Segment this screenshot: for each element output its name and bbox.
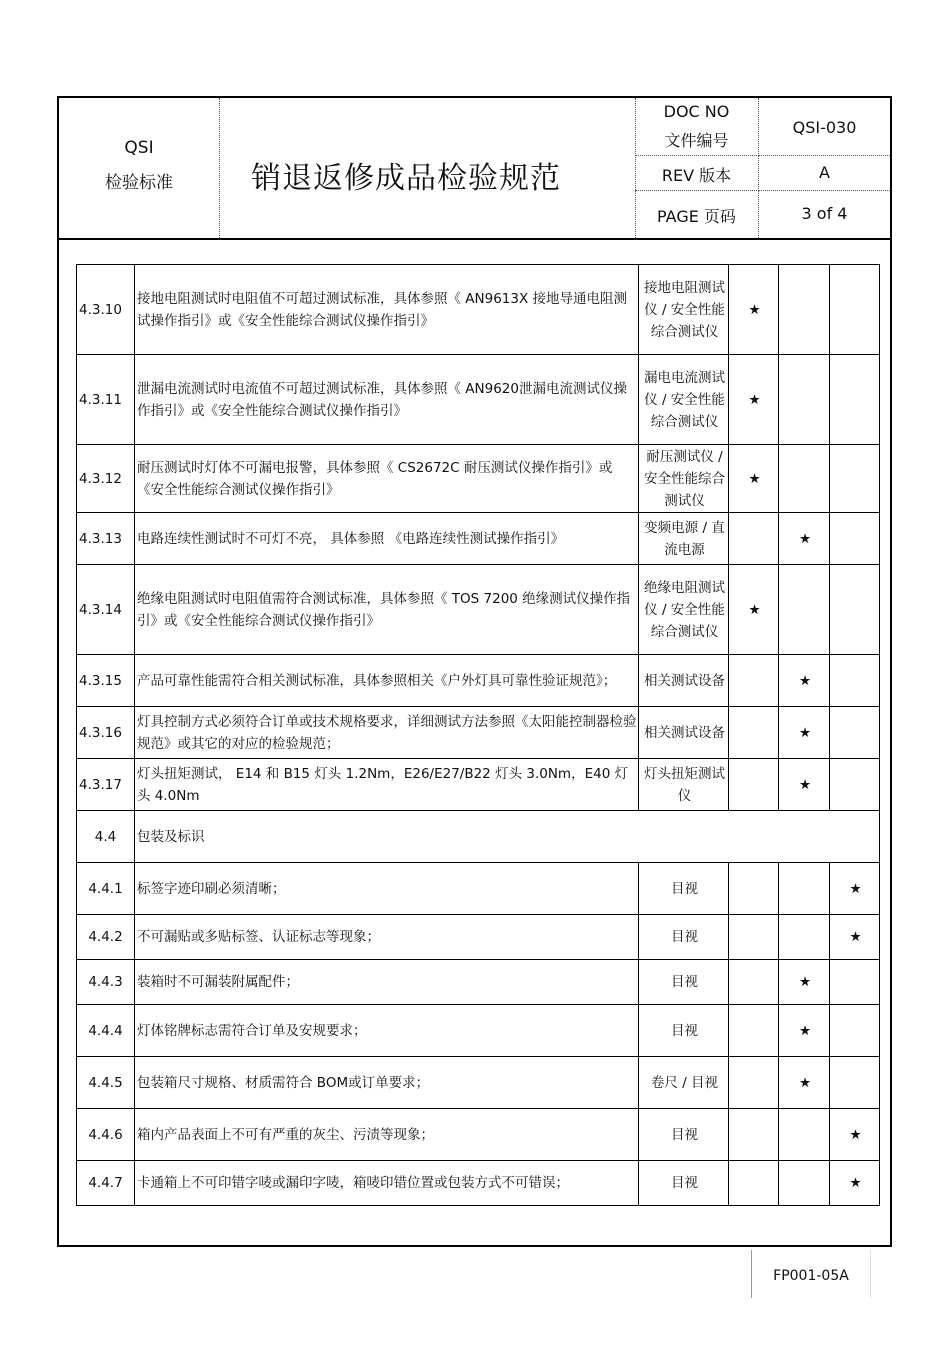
item-number: 4.4.1 [77, 863, 135, 915]
doc-no-value: QSI-030 [792, 118, 857, 137]
inspection-requirement: 装箱时不可漏装附属配件； [135, 960, 639, 1005]
defect-class-cosmetic: ★ [830, 1109, 880, 1161]
item-number: 4.3.17 [77, 759, 135, 811]
table-row [77, 445, 880, 513]
table-row [77, 707, 880, 759]
inspection-tool: 目视 [639, 1005, 729, 1057]
inspection-tool: 绝缘电阻测试仪 / 安全性能综合测试仪 [639, 565, 729, 655]
page-label: PAGE 页码 [657, 207, 736, 226]
defect-class-minor [779, 355, 830, 445]
inspection-requirement: 灯头扭矩测试， E14 和 B15 灯头 1.2Nm，E26/E27/B22 灯头 3.0Nm，E40 灯头 4.0Nm [135, 759, 639, 811]
defect-class-cosmetic [830, 759, 880, 811]
defect-class-cosmetic [830, 265, 880, 355]
defect-class-major [729, 960, 779, 1005]
inspection-tool: 变频电源 / 直流电源 [639, 513, 729, 565]
document-title: 销退返修成品检验规范 [251, 161, 561, 196]
table-row [77, 1109, 880, 1161]
inspection-tool: 相关测试设备 [639, 655, 729, 707]
doc-no-value-cell [759, 98, 890, 156]
inspection-tool: 目视 [639, 915, 729, 960]
page-label-cell [635, 191, 759, 238]
doc-no-label-en: DOC NO [663, 102, 730, 121]
table-row [77, 915, 880, 960]
item-number: 4.4.4 [77, 1005, 135, 1057]
defect-class-minor [779, 863, 830, 915]
table-row [77, 1161, 880, 1206]
inspection-tool: 目视 [639, 960, 729, 1005]
item-number: 4.3.13 [77, 513, 135, 565]
defect-class-minor [779, 565, 830, 655]
inspection-requirement: 标签字迹印刷必须清晰； [135, 863, 639, 915]
defect-class-minor [779, 265, 830, 355]
defect-class-major [729, 1005, 779, 1057]
item-number: 4.4.5 [77, 1057, 135, 1109]
item-number: 4.3.15 [77, 655, 135, 707]
defect-class-minor: ★ [779, 960, 830, 1005]
inspection-tool: 漏电电流测试仪 / 安全性能综合测试仪 [639, 355, 729, 445]
rev-value: A [819, 163, 830, 182]
defect-class-major [729, 707, 779, 759]
inspection-requirement: 卡通箱上不可印错字唛或漏印字唛，箱唛印错位置或包装方式不可错误； [135, 1161, 639, 1206]
inspection-tool: 相关测试设备 [639, 707, 729, 759]
inspection-requirement: 灯具控制方式必须符合订单或技术规格要求，详细测试方法参照《太阳能控制器检验规范》或其它的对应的检验规范； [135, 707, 639, 759]
defect-class-major [729, 915, 779, 960]
inspection-tool: 卷尺 / 目视 [639, 1057, 729, 1109]
rev-value-cell [759, 156, 890, 191]
defect-class-minor [779, 1161, 830, 1206]
defect-class-major [729, 1109, 779, 1161]
inspection-tool: 接地电阻测试仪 / 安全性能综合测试仪 [639, 265, 729, 355]
table-row [77, 960, 880, 1005]
header-category-name: 检验标准 [105, 173, 173, 193]
defect-class-cosmetic: ★ [830, 1161, 880, 1206]
inspection-requirement: 灯体铭牌标志需符合订单及安规要求； [135, 1005, 639, 1057]
defect-class-cosmetic [830, 565, 880, 655]
defect-class-minor: ★ [779, 513, 830, 565]
item-number: 4.3.16 [77, 707, 135, 759]
item-number: 4.4.3 [77, 960, 135, 1005]
item-number: 4.3.10 [77, 265, 135, 355]
defect-class-minor [779, 915, 830, 960]
item-number: 4.4.7 [77, 1161, 135, 1206]
header-title-cell [219, 98, 636, 238]
defect-class-minor [779, 1109, 830, 1161]
defect-class-cosmetic [830, 355, 880, 445]
inspection-tool: 目视 [639, 863, 729, 915]
page-value: 3 of 4 [801, 204, 848, 223]
defect-class-cosmetic [830, 960, 880, 1005]
form-number: FP001-05A [773, 1268, 849, 1284]
inspection-requirement: 包装箱尺寸规格、材质需符合 BOM或订单要求； [135, 1057, 639, 1109]
item-number: 4.4.2 [77, 915, 135, 960]
table-row [77, 355, 880, 445]
defect-class-cosmetic [830, 655, 880, 707]
defect-class-major [729, 863, 779, 915]
doc-no-label [635, 98, 759, 156]
inspection-table [76, 264, 880, 1206]
defect-class-major: ★ [729, 355, 779, 445]
table-row [77, 759, 880, 811]
item-number: 4.4.6 [77, 1109, 135, 1161]
table-row [77, 863, 880, 915]
defect-class-cosmetic [830, 1005, 880, 1057]
defect-class-cosmetic: ★ [830, 863, 880, 915]
defect-class-major: ★ [729, 565, 779, 655]
defect-class-cosmetic [830, 707, 880, 759]
table-row [77, 265, 880, 355]
section-row [77, 811, 880, 863]
defect-class-cosmetic: ★ [830, 915, 880, 960]
document-header [59, 98, 890, 240]
item-number: 4.3.12 [77, 445, 135, 513]
defect-class-minor: ★ [779, 707, 830, 759]
defect-class-minor: ★ [779, 1057, 830, 1109]
item-number: 4.3.11 [77, 355, 135, 445]
defect-class-cosmetic [830, 445, 880, 513]
defect-class-major [729, 1057, 779, 1109]
inspection-tool: 目视 [639, 1109, 729, 1161]
page-value-cell [759, 191, 890, 238]
item-number: 4.3.14 [77, 565, 135, 655]
item-number: 4.4 [77, 811, 135, 863]
document-frame [57, 96, 892, 1247]
defect-class-major: ★ [729, 265, 779, 355]
header-category-code: QSI [124, 138, 154, 158]
form-number-box [751, 1250, 871, 1298]
defect-class-major: ★ [729, 445, 779, 513]
defect-class-major [729, 1161, 779, 1206]
inspection-tool: 目视 [639, 1161, 729, 1206]
inspection-requirement: 箱内产品表面上不可有严重的灰尘、污渍等现象； [135, 1109, 639, 1161]
inspection-tool: 灯头扭矩测试仪 [639, 759, 729, 811]
rev-label: REV 版本 [661, 166, 732, 185]
inspection-requirement: 接地电阻测试时电阻值不可超过测试标准，具体参照《 AN9613X 接地导通电阻测试操作指引》或《安全性能综合测试仪操作指引》 [135, 265, 639, 355]
defect-class-major [729, 513, 779, 565]
section-title: 包装及标识 [135, 811, 880, 863]
defect-class-minor: ★ [779, 655, 830, 707]
inspection-tool: 耐压测试仪 / 安全性能综合测试仪 [639, 445, 729, 513]
table-row [77, 1005, 880, 1057]
inspection-requirement: 产品可靠性能需符合相关测试标准，具体参照相关《户外灯具可靠性验证规范》； [135, 655, 639, 707]
inspection-requirement: 电路连续性测试时不可灯不亮， 具体参照 《电路连续性测试操作指引》 [135, 513, 639, 565]
rev-label-cell [635, 156, 759, 191]
inspection-requirement: 绝缘电阻测试时电阻值需符合测试标准，具体参照《 TOS 7200 绝缘测试仪操作指引》或《安全性能综合测试仪操作指引》 [135, 565, 639, 655]
defect-class-cosmetic [830, 513, 880, 565]
inspection-requirement: 不可漏贴或多贴标签、认证标志等现象； [135, 915, 639, 960]
defect-class-minor: ★ [779, 759, 830, 811]
defect-class-minor [779, 445, 830, 513]
table-row [77, 565, 880, 655]
table-row [77, 513, 880, 565]
inspection-requirement: 泄漏电流测试时电流值不可超过测试标准，具体参照《 AN9620泄漏电流测试仪操作指引》或《安全性能综合测试仪操作指引》 [135, 355, 639, 445]
defect-class-major [729, 759, 779, 811]
defect-class-cosmetic [830, 1057, 880, 1109]
table-row [77, 655, 880, 707]
header-category [59, 98, 220, 238]
defect-class-minor: ★ [779, 1005, 830, 1057]
table-row [77, 1057, 880, 1109]
defect-class-major [729, 655, 779, 707]
inspection-requirement: 耐压测试时灯体不可漏电报警，具体参照《 CS2672C 耐压测试仪操作指引》或《安全性能综合测试仪操作指引》 [135, 445, 639, 513]
doc-no-label-cn: 文件编号 [664, 131, 729, 150]
